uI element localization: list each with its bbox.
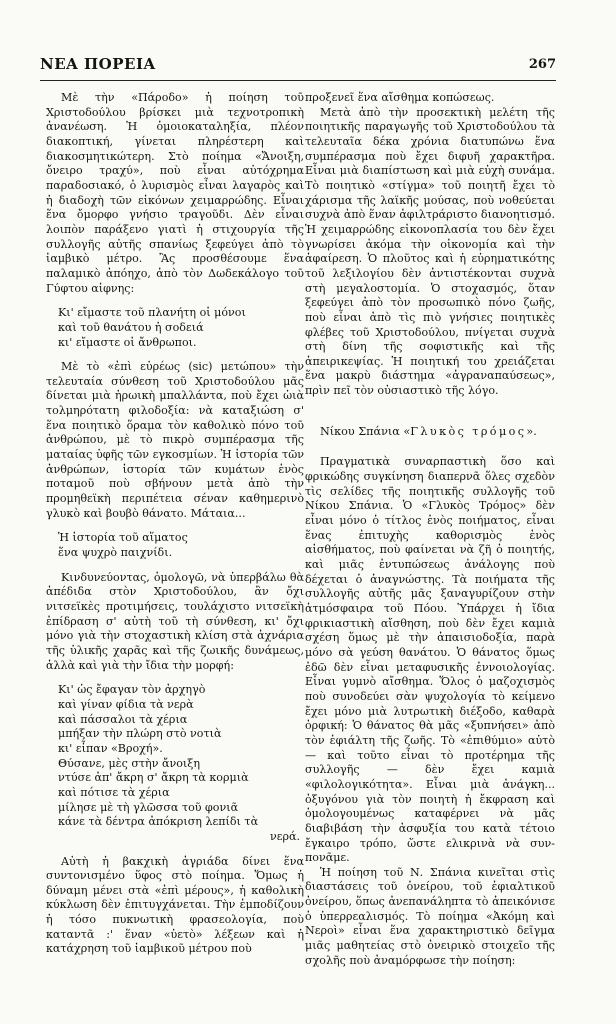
paragraph-continuation: προξενεῖ ἕνα αἴσθημα κοπώσεως. <box>305 91 495 104</box>
heading-author: Νίκου Σπάνια « <box>320 424 411 438</box>
journal-title: ΝΕΑ ΠΟΡΕΙΑ <box>40 55 156 73</box>
poem-line: ντύσε ἀπ' ἄκρη σ' ἄκρη τὰ κορμιὰ <box>58 771 249 785</box>
running-header <box>40 55 556 81</box>
paragraph: Αὐτὴ ἡ βακχικὴ ἀγριάδα δίνει ἕνα συντονισμένο ὕφος στὸ ποίημα. Ὅμως ἡ δύναμη μένει στὰ «ἐπὶ μέρους», ἡ καθολικὴ κύκλωση δὲν ἐπιτυγχάνεται. Τὴν ἐμποδίζουν ἡ τόσο πυκνωτικὴ φρασεολογία, ποὺ καταντᾶ :' ἕναν «ὑετὸ» λέξεων καὶ ἡ κατάχρηση τοῦ ἰαμβικοῦ μέτρου ποὺ <box>46 854 304 956</box>
poem-line: Ἡ ἱστορία τοῦ αἵματος <box>58 531 188 545</box>
poem-line: καὶ πάσσαλοι τὰ χέρια <box>58 712 188 726</box>
heading-closing: ». <box>526 424 537 438</box>
heading-book-title: Γλυκὸς τρόμος <box>410 424 527 438</box>
poem-line: Κι' ὡς ἔφαγαν τὸν ἀρχηγὸ <box>58 683 206 697</box>
poem-line: μίλησε μὲ τὴ γλῶσσα τοῦ φονιᾶ <box>58 800 239 814</box>
page-number: 267 <box>528 57 556 72</box>
poem-line: καὶ πότισε τὰ χέρια <box>58 785 170 799</box>
poem-line: κάνε τὰ δέντρα ἀπόκριση λεπίδι τὰ <box>58 815 259 829</box>
poem-line: Κι' εἴμαστε τοῦ πλανήτη οἱ μόνοι <box>58 306 246 320</box>
paragraph: Κινδυνεύοντας, ὁμολογῶ, νὰ ὑπερβάλω θὰ ἀπέδιδα στὸν Χριστοδούλου, ἂν ὄχι νιτσεϊκὲς προτιμήσεις, τουλάχιστο νιτσεϊκὴ ἐπίδραση σ' αὐτὴ τοῦ τὴ σύνθεση, κι' ὄχι μόνο γιὰ τὴν στοχαστικὴ κλίση στὰ ἀχνάρια τῆς ὑλικῆς χαρᾶς καὶ τῆς ζωικῆς δυνάμεως, ἀλλὰ καὶ γιὰ τὴν ἴδια τὴν μορφή: <box>46 570 304 672</box>
paragraph: Ἡ ποίηση τοῦ Ν. Σπάνια κινεῖται στὶς διαστάσεις τοῦ ὀνείρου, τοῦ ἐφιαλτικοῦ ὀνείρου, ὅπως ἀνεπανάληπτα τὸ ἀπεικόνισε ὁ ὑπερρεαλισμός. Τὸ ποίημα «Ἀκόμη καὶ Νεροὶ» εἶναι ἕνα χαρακτηριστικὸ δεῖγμα μιᾶς μαθητείας στὸ ὀνειρικὸ στοιχεῖο τῆς σχολῆς ποὺ ἀναμόρφωσε τὴν ποίηση: <box>305 865 555 967</box>
poem-line: κι' εἴμαστε οἱ ἄνθρωποι. <box>58 335 197 349</box>
paragraph: Μὲ τὴν «Πάροδο» ἡ ποίηση τοῦ Χριστοδούλου βρίσκει μιὰ τεχνοτροπικὴ ἀνανέωση. Ἡ ὁμοιοκαταληξία, πλέον διακοπτική, γίνεται πληρέστερη καὶ διακοσμητικώτερη. Στὸ ποίημα «Ἄνοιξη, ὄνειρο τραχύ», ποὺ εἶναι αὐτόχρημα παραδοσιακό, ὁ λυρισμὸς εἶναι λαγαρὸς καὶ ἡ διαδοχὴ τῶν εἰκόνων χειμαρρώδης. Εἶναι ἕνα ὄμορφο γνήσιο τραγοῦδι. Δὲν εἶναι λοιπὸν παράξενο γιατὶ ἡ στιχουργία τῆς συλλογῆς αὐτῆς σπανίως ξεφεύγει ἀπὸ τὸ ἰαμβικὸ μέτρο. Ἂς προσθέσουμε ἕνα παλαμικὸ ἀπόηχο, ἀπὸ τὸν Δωδεκάλογο τοῦ Γύφτου αἰφνης: <box>46 91 304 295</box>
right-column <box>305 91 555 968</box>
poem-line: κι' εἶπαν «Βροχή». <box>58 741 163 755</box>
poem-line: καὶ τοῦ θανάτου ἡ σοδειά <box>58 320 204 334</box>
poem-line: καὶ γίναν φίδια τὰ νερὰ <box>58 697 194 711</box>
poem-line-continuation: νερά. <box>269 829 300 843</box>
poem-line: Θύσανε, μὲς στὴν ἄνοιξη <box>58 756 200 770</box>
poem-excerpt <box>58 531 304 560</box>
left-column <box>46 91 304 957</box>
review-heading <box>305 425 555 440</box>
paragraph: Μετὰ ἀπὸ τὴν προσεκτικὴ μελέτη τῆς ποιητικῆς παραγωγῆς τοῦ Χριστοδούλου τὰ τελευταῖα δέκα χρόνια διατυπώνω ἕνα συμπέρασμα ποὺ ἔχει διφυῆ χαρακτῆρα. Εἶναι μιὰ διαπίστωση καὶ μιὰ εὐχὴ συνάμα. Τὸ ποιητικὸ «στίγμα» τοῦ ποιητῆ ἔχει τὸ χάρισμα τῆς λαϊκῆς μούσας, ποὺ νοθεύεται συχνὰ ἀπὸ ἕναν ἀφιλτράριστο διανοητισμό. Ἡ χειμαρρώδης εἰκονοπλασία του δὲν ἔχει γνωρίσει ἀκόμα τὴν οἰκονομία καὶ τὴν ἀφαίρεση. Ὁ πλοῦτος καὶ ἡ εὐρηματικότης τοῦ λεξιλογίου δὲν ἀντιστέκονται συχνὰ στὴ μεγαλοστομία. Ὁ στοχασμός, ὅταν ξεφεύγει ἀπὸ τὸν προσωπικὸ πόνο ζωῆς, ποὺ εἶναι ἀπὸ τὶς πιὸ γνήσιες ποιητικὲς φλέβες τοῦ Χριστοδούλου, πνίγεται συχνὰ στὴ δίνη τῆς σοφιστικῆς καὶ τῆς ἀπειρικεψίας. Ἡ ποιητική του χρειάζεται ἕνα μακρὺ διάστημα «ἀγραναπαύσεως», πρὶν πεῖ τὸν οὐσιαστικὸ τῆς λόγο. <box>305 105 555 398</box>
poem-line: ἕνα ψυχρὸ παιχνίδι. <box>58 546 173 560</box>
paragraph: Μὲ τὸ «ἐπὶ εὐρέως (sic) μετώπου» τὴν τελευταία σύνθεση τοῦ Χριστοδούλου μᾶς δίνεται μιὰ ἡρωικὴ μπαλλάντα, ποὺ ἔχει ὡιὰ τολμηρότατη φιλοδοξία: νὰ καταξιώση σ' ἕνα ποιητικὸ ὅραμα τὸν καθολικὸ πόνο τοῦ ἀνθρώπου, μὲ τὸ πικρὸ συμπέρασμα τῆς ματαίας ὑφῆς τῶν εγκοσμίων. Ἡ ἱστορία τῶν ἀνθρώπων, ἱστορία τῶν κυμάτων ἑνὸς ποταμοῦ ποὺ σβήνουν μετὰ ἀπὸ τὴν προμηθεϊκὴ περιπέτεια σέναν καθημερινὸ γλυκὸ καὶ βουβὸ θάνατο. Μάταια... <box>46 360 304 520</box>
poem-line: μπήξαν τὴν πλώρη στὸ νοτιὰ <box>58 727 222 741</box>
paragraph: Πραγματικὰ συναρπαστικὴ ὅσο καὶ φρικώδης συγκίνηση διαπερνᾶ ὅλες σχεδὸν τὶς σελίδες τῆς ποιητικῆς συλλογῆς τοῦ Νίκου Σπάνια. Ὁ «Γλυκὸς Τρόμος» δὲν εἶναι μόνο ὁ τίτλος ἑνὸς ποιήματος, εἶναι ἕνας ἐπιτυχὴς καθορισμὸς ἑνὸς αἰσθήματος, ποὺ φαίνεται νὰ ζῆ ὁ ποιητής, καὶ μιᾶς ἐντυπώσεως ἀνάλογης ποὺ δέχεται ὁ ἀναγνώστης. Τὰ ποιήματα τῆς συλλογῆς αὐτῆς μᾶς ξαναγυρίζουν στὴν ἀτμόσφαιρα τοῦ Πόου. Ὑπάρχει ἡ ἴδια φρικιαστικὴ αἴσθηση, ποὺ δὲν ἔχει καμιὰ σχέση ὅμως μὲ τὴν ἀπαισιοδοξία, παρὰ μόνο σὰ γεύση θανάτου. Ὁ θάνατος ὅμως ἐδῶ δὲν εἶναι μεταφυσικῆς ἐννοιολογίας. Εἶναι γυμνὸ αἴσθημα. Ὅλος ὁ μαζοχισμὸς ποὺ συνοδεύει σὰν ψυχολογία τὸ κείμενο ἔχει μόνο μιὰ λυτρωτικὴ διέξοδο, καθαρὰ ὀρφική: Ὁ θάνατος θὰ μᾶς «ξυπνήσει» ἀπὸ τὸν ἐφιάλτη τῆς ζωῆς. Τὸ «ἐπιθύμιο» αὐτὸ — καὶ τοῦτο εἶναι τὸ προτέρημα τῆς συλλογῆς — δὲν ἔχει καμιὰ «φιλολογικότητα». Εἶναι μιὰ ἀνάγκη... ὀξυγόνου γιὰ τὸν ποιητὴ ἡ ἔκφραση καὶ ὁμολογουμένως καταφέρνει νὰ μᾶς διαβιβάση τὴν ἀσφυξία του κατὰ τέτοιο ἔγκαιρο τρόπο, ὥστε ελικρινὰ νὰ συν-πονᾶμε. <box>305 455 555 865</box>
header-rule <box>40 80 556 81</box>
poem-excerpt <box>58 306 304 350</box>
poem-excerpt <box>58 683 304 844</box>
